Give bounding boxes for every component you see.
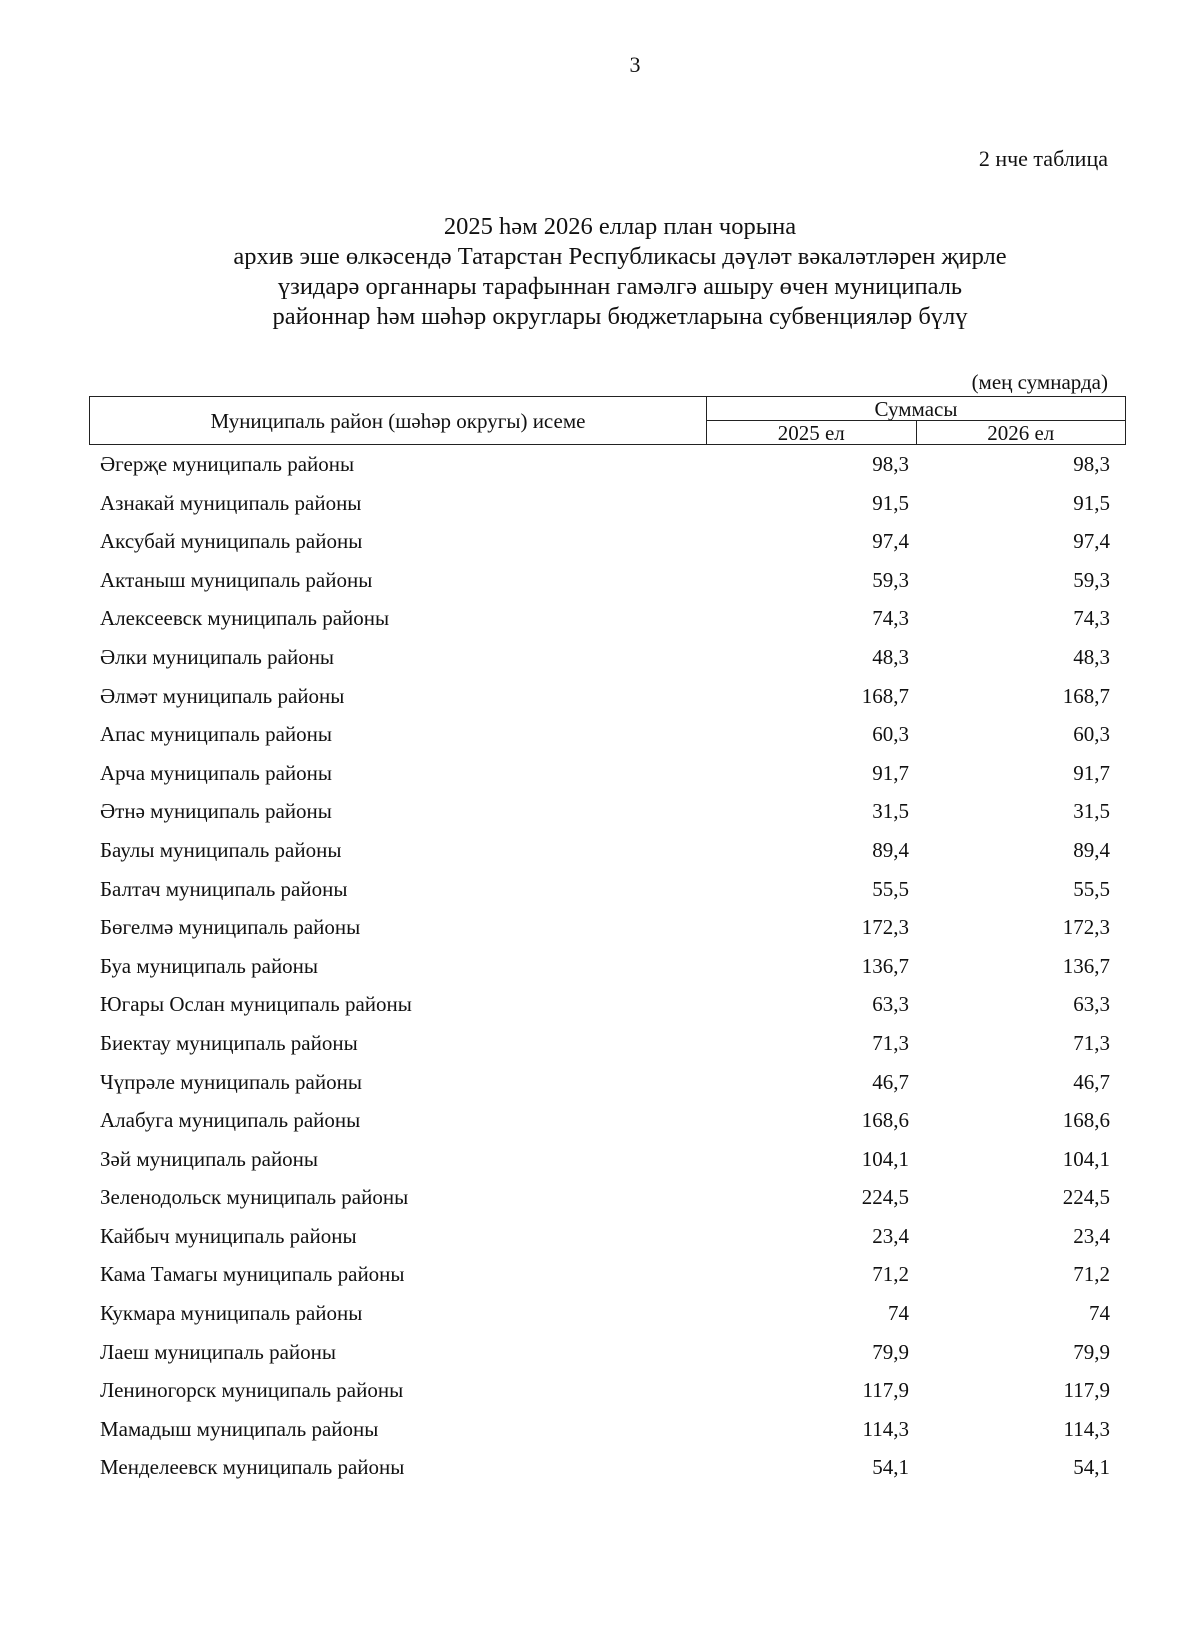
table-row xyxy=(0,838,1200,877)
column-header-sums: Суммасы xyxy=(707,397,1126,421)
table-header xyxy=(89,396,1126,445)
amount-2026: 23,4 xyxy=(1073,1223,1110,1248)
amount-2025: 48,3 xyxy=(872,644,909,669)
table-row xyxy=(0,1262,1200,1301)
table-row xyxy=(0,645,1200,684)
amount-2025: 136,7 xyxy=(861,953,909,978)
table-row xyxy=(0,1378,1200,1417)
amount-2025: 91,7 xyxy=(872,760,909,785)
district-name: Әгерҗе муниципаль районы xyxy=(100,452,355,476)
column-header-2026: 2026 ел xyxy=(916,421,1126,445)
amount-2025: 117,9 xyxy=(862,1378,909,1403)
district-name: Алексеевск муниципаль районы xyxy=(100,606,390,631)
district-name: Баулы муниципаль районы xyxy=(100,837,342,862)
amount-2025: 97,4 xyxy=(872,529,909,554)
amount-2026: 63,3 xyxy=(1073,992,1110,1017)
amount-2026: 79,9 xyxy=(1073,1339,1110,1364)
table-row xyxy=(0,1108,1200,1147)
table-row xyxy=(0,1301,1200,1340)
amount-2026: 104,1 xyxy=(1062,1146,1110,1171)
district-name: Бөгелмә муниципаль районы xyxy=(100,915,361,940)
amount-2025: 79,9 xyxy=(872,1339,909,1364)
district-name: Зеленодольск муниципаль районы xyxy=(100,1185,409,1210)
column-header-name: Муниципаль район (шәһәр округы) исеме xyxy=(90,397,707,445)
table-row xyxy=(0,1417,1200,1456)
amount-2025: 46,7 xyxy=(872,1069,909,1094)
amount-2025: 23,4 xyxy=(872,1223,909,1248)
amount-2026: 98,3 xyxy=(1073,452,1110,476)
table-row xyxy=(0,1340,1200,1379)
district-name: Менделеевск муниципаль районы xyxy=(100,1455,405,1480)
amount-2025: 168,6 xyxy=(861,1108,909,1133)
table-row xyxy=(0,568,1200,607)
table-row xyxy=(0,1070,1200,1109)
district-name: Лаеш муниципаль районы xyxy=(100,1339,337,1364)
district-name: Кайбыч муниципаль районы xyxy=(100,1223,357,1248)
amount-2026: 136,7 xyxy=(1062,953,1110,978)
amount-2025: 55,5 xyxy=(872,876,909,901)
district-name: Биектау муниципаль районы xyxy=(100,1030,358,1055)
title-line: районнар һәм шәһәр округлары бюджетларына субвенцияләр бүлү xyxy=(272,303,968,330)
district-name: Актаныш муниципаль районы xyxy=(100,567,373,592)
amount-2026: 31,5 xyxy=(1073,799,1110,824)
district-name: Кама Тамагы муниципаль районы xyxy=(100,1262,405,1287)
amount-2025: 104,1 xyxy=(861,1146,909,1171)
amount-2026: 168,7 xyxy=(1062,683,1110,708)
district-name: Апас муниципаль районы xyxy=(100,722,332,747)
amount-2026: 168,6 xyxy=(1062,1108,1110,1133)
table-row xyxy=(0,1224,1200,1263)
amount-2026: 97,4 xyxy=(1073,529,1110,554)
amount-2025: 31,5 xyxy=(872,799,909,824)
document-title xyxy=(170,212,1070,332)
table-row xyxy=(0,954,1200,993)
table-row xyxy=(0,606,1200,645)
amount-2025: 74 xyxy=(888,1301,909,1326)
units-note: (мең сумнарда) xyxy=(971,370,1108,394)
amount-2025: 71,2 xyxy=(872,1262,909,1287)
amount-2025: 114,3 xyxy=(862,1416,909,1441)
district-name: Балтач муниципаль районы xyxy=(100,876,348,901)
amount-2026: 224,5 xyxy=(1062,1185,1110,1210)
title-line: үзидарә органнары тарафыннан гамәлгә ашыру өчен муниципаль xyxy=(277,273,963,300)
table-row xyxy=(0,684,1200,723)
table-row xyxy=(0,877,1200,916)
table-row xyxy=(0,761,1200,800)
amount-2025: 89,4 xyxy=(872,837,909,862)
amount-2026: 74 xyxy=(1089,1301,1110,1326)
amount-2026: 172,3 xyxy=(1062,915,1110,940)
amount-2026: 59,3 xyxy=(1073,567,1110,592)
table-body xyxy=(0,452,1200,1494)
amount-2025: 60,3 xyxy=(872,722,909,747)
table-label: 2 нче таблица xyxy=(978,146,1108,171)
table-row xyxy=(0,452,1200,491)
amount-2025: 71,3 xyxy=(872,1030,909,1055)
district-name: Мамадыш муниципаль районы xyxy=(100,1416,379,1441)
district-name: Кукмара муниципаль районы xyxy=(100,1301,363,1326)
district-name: Зәй муниципаль районы xyxy=(100,1146,319,1171)
district-name: Алабуга муниципаль районы xyxy=(100,1108,361,1133)
amount-2026: 48,3 xyxy=(1073,644,1110,669)
district-name: Буа муниципаль районы xyxy=(100,953,319,978)
amount-2025: 224,5 xyxy=(861,1185,909,1210)
amount-2026: 91,7 xyxy=(1073,760,1110,785)
amount-2026: 74,3 xyxy=(1073,606,1110,631)
amount-2025: 172,3 xyxy=(861,915,909,940)
district-name: Лениногорск муниципаль районы xyxy=(100,1378,404,1403)
amount-2026: 114,3 xyxy=(1063,1416,1110,1441)
table-row xyxy=(0,992,1200,1031)
table-row xyxy=(0,915,1200,954)
title-line: 2025 һәм 2026 еллар план чорына xyxy=(443,213,797,240)
district-name: Азнакай муниципаль районы xyxy=(100,490,362,515)
district-name: Аксубай муниципаль районы xyxy=(100,529,363,554)
title-line: архив эше өлкәсендә Татарстан Республикасы дәүләт вәкаләтләрен җирле xyxy=(233,243,1007,270)
table-row xyxy=(0,799,1200,838)
amount-2026: 60,3 xyxy=(1073,722,1110,747)
district-name: Арча муниципаль районы xyxy=(100,760,332,785)
amount-2026: 54,1 xyxy=(1073,1455,1110,1480)
district-name: Чүпрәле муниципаль районы xyxy=(100,1069,362,1094)
table-row xyxy=(0,529,1200,568)
district-name: Әлмәт муниципаль районы xyxy=(100,683,345,708)
amount-2025: 54,1 xyxy=(872,1455,909,1480)
table-row xyxy=(0,1185,1200,1224)
page-number: 3 xyxy=(629,52,641,77)
amount-2025: 59,3 xyxy=(872,567,909,592)
amount-2026: 89,4 xyxy=(1073,837,1110,862)
amount-2026: 71,3 xyxy=(1073,1030,1110,1055)
amount-2025: 91,5 xyxy=(872,490,909,515)
district-name: Югары Ослан муниципаль районы xyxy=(100,992,412,1017)
amount-2025: 63,3 xyxy=(872,992,909,1017)
table-row xyxy=(0,491,1200,530)
amount-2025: 74,3 xyxy=(872,606,909,631)
amount-2025: 168,7 xyxy=(861,683,909,708)
amount-2026: 46,7 xyxy=(1073,1069,1110,1094)
district-name: Әтнә муниципаль районы xyxy=(100,799,332,824)
amount-2025: 98,3 xyxy=(872,452,909,476)
amount-2026: 117,9 xyxy=(1063,1378,1110,1403)
table-row xyxy=(0,1031,1200,1070)
amount-2026: 55,5 xyxy=(1073,876,1110,901)
column-header-2025: 2025 ел xyxy=(707,421,917,445)
amount-2026: 91,5 xyxy=(1073,490,1110,515)
table-row xyxy=(0,722,1200,761)
table-row xyxy=(0,1147,1200,1186)
district-name: Әлки муниципаль районы xyxy=(100,644,335,669)
amount-2026: 71,2 xyxy=(1073,1262,1110,1287)
table-row xyxy=(0,1455,1200,1494)
